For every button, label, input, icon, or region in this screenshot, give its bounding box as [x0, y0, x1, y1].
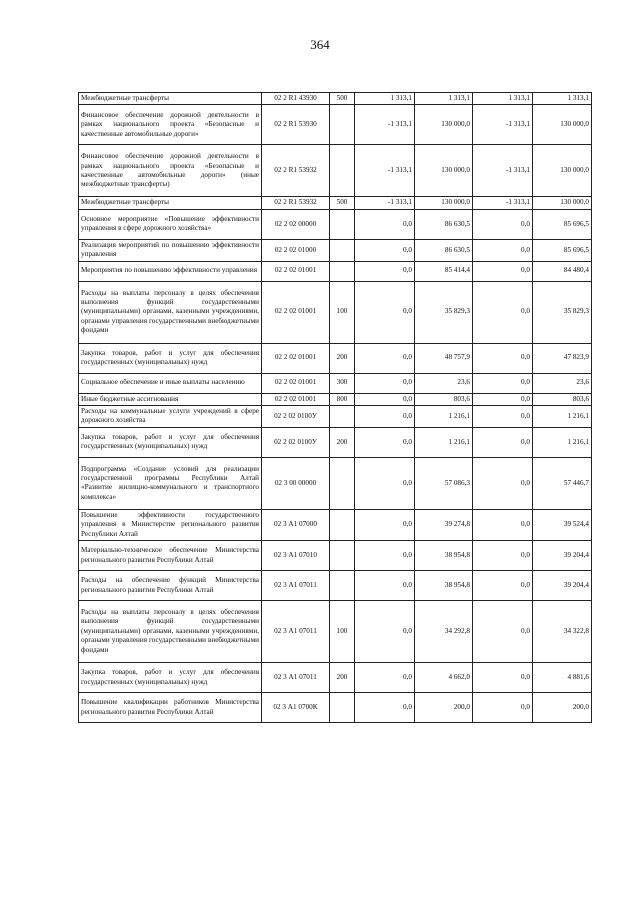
amount-year1-cell: 38 954,8 — [415, 571, 473, 601]
amount-change-year1-cell: 0,0 — [355, 601, 415, 663]
expense-name-cell: Повышение квалификации работников Министерства регионального развития Республики Алтай — [79, 693, 262, 723]
target-article-code-cell: 02 2 02 01001 — [262, 393, 330, 405]
amount-change-year1-cell: -1 313,1 — [355, 105, 415, 145]
amount-change-year2-cell: 0,0 — [473, 373, 533, 393]
amount-change-year2-cell: -1 313,1 — [473, 197, 533, 209]
expense-name-cell: Подпрограмма «Создание условий для реализации государственной программы Республики Алтай «Развитие жилищно-коммунального и транспортного комплекса» — [79, 457, 262, 509]
amount-year2-cell: 39 204,4 — [533, 541, 592, 571]
table-row — [79, 261, 592, 281]
table-row — [79, 281, 592, 343]
amount-year1-cell: 23,6 — [415, 373, 473, 393]
amount-year1-cell: 1 216,1 — [415, 406, 473, 428]
table-row — [79, 571, 592, 601]
expense-name-cell: Основное мероприятие «Повышение эффективности управления в сфере дорожного хозяйства» — [79, 209, 262, 239]
expense-name-cell: Социальное обеспечение и иные выплаты населению — [79, 373, 262, 393]
target-article-code-cell: 02 3 А1 07010 — [262, 541, 330, 571]
amount-change-year1-cell: 1 313,1 — [355, 93, 415, 105]
expense-name-cell: Расходы на обеспечение функций Министерства регионального развития Республики Алтай — [79, 571, 262, 601]
expense-type-cell — [330, 209, 355, 239]
expense-name-cell: Реализация мероприятий по повышению эффективности управления — [79, 239, 262, 261]
amount-change-year2-cell: 0,0 — [473, 571, 533, 601]
amount-year2-cell: 39 204,4 — [533, 571, 592, 601]
expense-type-cell: 200 — [330, 427, 355, 457]
budget-table — [78, 92, 592, 723]
expense-name-cell: Межбюджетные трансферты — [79, 197, 262, 209]
amount-year2-cell: 35 829,3 — [533, 281, 592, 343]
expense-type-cell: 200 — [330, 663, 355, 693]
amount-year2-cell: 57 446,7 — [533, 457, 592, 509]
expense-type-cell: 100 — [330, 601, 355, 663]
amount-change-year2-cell: 0,0 — [473, 209, 533, 239]
amount-change-year2-cell: 0,0 — [473, 393, 533, 405]
expense-name-cell: Закупка товаров, работ и услуг для обеспечения государственных (муниципальных) нужд — [79, 343, 262, 373]
expense-type-cell — [330, 571, 355, 601]
amount-change-year1-cell: 0,0 — [355, 406, 415, 428]
expense-type-cell — [330, 105, 355, 145]
table-row — [79, 197, 592, 209]
table-row — [79, 105, 592, 145]
expense-name-cell: Финансовое обеспечение дорожной деятельности в рамках национального проекта «Безопасные и качественные автомобильные дороги» (иные межбюджетные трансферты) — [79, 145, 262, 197]
amount-year2-cell: 1 313,1 — [533, 93, 592, 105]
amount-change-year1-cell: 0,0 — [355, 281, 415, 343]
amount-year1-cell: 57 086,3 — [415, 457, 473, 509]
table-row — [79, 239, 592, 261]
amount-change-year2-cell: -1 313,1 — [473, 145, 533, 197]
amount-year2-cell: 1 216,1 — [533, 406, 592, 428]
expense-name-cell: Финансовое обеспечение дорожной деятельности в рамках национального проекта «Безопасные и качественные автомобильные дороги» — [79, 105, 262, 145]
target-article-code-cell: 02 2 02 0100У — [262, 406, 330, 428]
target-article-code-cell: 02 3 А1 07011 — [262, 663, 330, 693]
table-row — [79, 145, 592, 197]
amount-year1-cell: 200,0 — [415, 693, 473, 723]
amount-year1-cell: 34 292,8 — [415, 601, 473, 663]
amount-year1-cell: 35 829,3 — [415, 281, 473, 343]
table-row — [79, 373, 592, 393]
expense-name-cell: Расходы на коммунальные услуги учреждений в сфере дорожного хозяйства — [79, 406, 262, 428]
target-article-code-cell: 02 2 R1 53932 — [262, 145, 330, 197]
table-row — [79, 663, 592, 693]
amount-change-year1-cell: 0,0 — [355, 663, 415, 693]
table-row — [79, 93, 592, 105]
expense-type-cell: 800 — [330, 393, 355, 405]
amount-change-year1-cell: -1 313,1 — [355, 145, 415, 197]
amount-year2-cell: 130 000,0 — [533, 145, 592, 197]
expense-name-cell: Расходы на выплаты персоналу в целях обеспечения выполнения функций государственными (муниципальными) органами, казенными учреждениями, органами управления государственными внебюджетными фондами — [79, 281, 262, 343]
expense-name-cell: Повышение эффективности государственного управления в Министерстве регионального развития Республики Алтай — [79, 509, 262, 540]
target-article-code-cell: 02 3 А1 07000 — [262, 509, 330, 540]
amount-year2-cell: 4 881,6 — [533, 663, 592, 693]
amount-change-year1-cell: 0,0 — [355, 393, 415, 405]
expense-type-cell — [330, 261, 355, 281]
target-article-code-cell: 02 3 А1 07011 — [262, 571, 330, 601]
amount-change-year1-cell: 0,0 — [355, 239, 415, 261]
target-article-code-cell: 02 2 02 01000 — [262, 239, 330, 261]
amount-year1-cell: 86 630,5 — [415, 209, 473, 239]
expense-type-cell: 500 — [330, 197, 355, 209]
amount-year1-cell: 1 216,1 — [415, 427, 473, 457]
amount-change-year2-cell: 1 313,1 — [473, 93, 533, 105]
target-article-code-cell: 02 2 R1 53930 — [262, 105, 330, 145]
amount-year2-cell: 85 696,5 — [533, 209, 592, 239]
amount-change-year2-cell: -1 313,1 — [473, 105, 533, 145]
table-row — [79, 427, 592, 457]
amount-year2-cell: 1 216,1 — [533, 427, 592, 457]
table-row — [79, 209, 592, 239]
amount-change-year2-cell: 0,0 — [473, 457, 533, 509]
amount-change-year1-cell: 0,0 — [355, 343, 415, 373]
target-article-code-cell: 02 2 02 00000 — [262, 209, 330, 239]
amount-year1-cell: 1 313,1 — [415, 93, 473, 105]
table-row — [79, 509, 592, 540]
amount-change-year2-cell: 0,0 — [473, 281, 533, 343]
expense-type-cell: 200 — [330, 343, 355, 373]
expense-name-cell: Расходы на выплаты персоналу в целях обеспечения выполнения функций государственными (муниципальными) органами, казенными учреждениями, органами управления государственными внебюджетными фондами — [79, 601, 262, 663]
table-row — [79, 406, 592, 428]
amount-change-year2-cell: 0,0 — [473, 509, 533, 540]
amount-year2-cell: 23,6 — [533, 373, 592, 393]
expense-type-cell — [330, 239, 355, 261]
target-article-code-cell: 02 2 R1 43930 — [262, 93, 330, 105]
expense-type-cell — [330, 145, 355, 197]
table-body — [79, 93, 592, 723]
expense-type-cell — [330, 541, 355, 571]
amount-year2-cell: 84 480,4 — [533, 261, 592, 281]
amount-year2-cell: 34 322,8 — [533, 601, 592, 663]
amount-year2-cell: 130 000,0 — [533, 105, 592, 145]
target-article-code-cell: 02 2 02 0100У — [262, 427, 330, 457]
table-row — [79, 343, 592, 373]
expense-type-cell: 300 — [330, 373, 355, 393]
amount-year2-cell: 39 524,4 — [533, 509, 592, 540]
expense-name-cell: Закупка товаров, работ и услуг для обеспечения государственных (муниципальных) нужд — [79, 427, 262, 457]
target-article-code-cell: 02 2 02 01001 — [262, 261, 330, 281]
target-article-code-cell: 02 2 02 01001 — [262, 343, 330, 373]
amount-change-year2-cell: 0,0 — [473, 343, 533, 373]
amount-year2-cell: 803,6 — [533, 393, 592, 405]
amount-change-year2-cell: 0,0 — [473, 663, 533, 693]
expense-type-cell: 100 — [330, 281, 355, 343]
amount-change-year1-cell: 0,0 — [355, 541, 415, 571]
amount-year2-cell: 130 000,0 — [533, 197, 592, 209]
amount-year2-cell: 200,0 — [533, 693, 592, 723]
expense-name-cell: Межбюджетные трансферты — [79, 93, 262, 105]
target-article-code-cell: 02 3 А1 07011 — [262, 601, 330, 663]
expense-type-cell: 500 — [330, 93, 355, 105]
expense-type-cell — [330, 509, 355, 540]
amount-change-year1-cell: 0,0 — [355, 261, 415, 281]
amount-year1-cell: 86 630,5 — [415, 239, 473, 261]
amount-year1-cell: 39 274,8 — [415, 509, 473, 540]
page-number: 364 — [310, 37, 330, 52]
expense-name-cell: Закупка товаров, работ и услуг для обеспечения государственных (муниципальных) нужд — [79, 663, 262, 693]
expense-name-cell: Материально-техническое обеспечение Министерства регионального развития Республики Алтай — [79, 541, 262, 571]
expense-type-cell — [330, 693, 355, 723]
amount-change-year1-cell: 0,0 — [355, 373, 415, 393]
amount-change-year2-cell: 0,0 — [473, 239, 533, 261]
amount-change-year2-cell: 0,0 — [473, 601, 533, 663]
amount-year1-cell: 803,6 — [415, 393, 473, 405]
target-article-code-cell: 02 3 00 00000 — [262, 457, 330, 509]
table-row — [79, 393, 592, 405]
expense-name-cell: Мероприятия по повышению эффективности управления — [79, 261, 262, 281]
target-article-code-cell: 02 2 02 01001 — [262, 373, 330, 393]
table-row — [79, 693, 592, 723]
amount-year1-cell: 38 954,8 — [415, 541, 473, 571]
amount-change-year2-cell: 0,0 — [473, 541, 533, 571]
table-row — [79, 601, 592, 663]
amount-change-year2-cell: 0,0 — [473, 427, 533, 457]
amount-change-year1-cell: 0,0 — [355, 571, 415, 601]
amount-change-year1-cell: 0,0 — [355, 509, 415, 540]
amount-year1-cell: 130 000,0 — [415, 145, 473, 197]
amount-year2-cell: 85 696,5 — [533, 239, 592, 261]
amount-change-year1-cell: 0,0 — [355, 693, 415, 723]
target-article-code-cell: 02 2 R1 53932 — [262, 197, 330, 209]
amount-year1-cell: 85 414,4 — [415, 261, 473, 281]
amount-year2-cell: 47 823,9 — [533, 343, 592, 373]
table-row — [79, 541, 592, 571]
amount-change-year1-cell: 0,0 — [355, 209, 415, 239]
expense-type-cell — [330, 457, 355, 509]
amount-change-year2-cell: 0,0 — [473, 261, 533, 281]
amount-year1-cell: 4 662,0 — [415, 663, 473, 693]
expense-type-cell — [330, 406, 355, 428]
expense-name-cell: Иные бюджетные ассигнования — [79, 393, 262, 405]
amount-year1-cell: 130 000,0 — [415, 197, 473, 209]
amount-year1-cell: 48 757,9 — [415, 343, 473, 373]
amount-change-year1-cell: 0,0 — [355, 427, 415, 457]
table-row — [79, 457, 592, 509]
amount-year1-cell: 130 000,0 — [415, 105, 473, 145]
target-article-code-cell: 02 3 А1 0700К — [262, 693, 330, 723]
amount-change-year1-cell: -1 313,1 — [355, 197, 415, 209]
amount-change-year2-cell: 0,0 — [473, 693, 533, 723]
amount-change-year1-cell: 0,0 — [355, 457, 415, 509]
amount-change-year2-cell: 0,0 — [473, 406, 533, 428]
target-article-code-cell: 02 2 02 01001 — [262, 281, 330, 343]
